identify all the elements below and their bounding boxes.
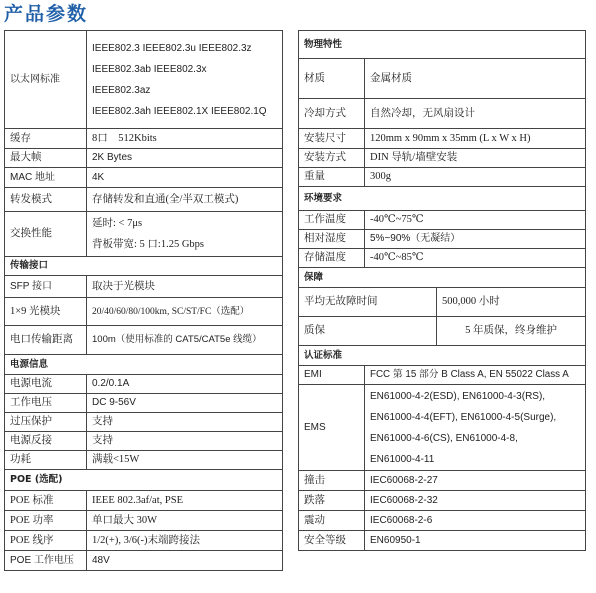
spec-value: 1/2(+), 3/6(-)末端跨接法 xyxy=(87,531,283,551)
spec-value: 单口最大 30W xyxy=(87,511,283,531)
spec-label: POE 线序 xyxy=(5,531,87,551)
page-title: 产品参数 xyxy=(4,3,89,25)
spec-value: 4K xyxy=(87,168,283,188)
section-row xyxy=(5,355,283,375)
spec-label: POE 工作电压 xyxy=(5,551,87,571)
spec-label: EMS xyxy=(299,385,365,471)
section-row xyxy=(299,268,586,288)
table-row xyxy=(5,531,283,551)
right-spec-table xyxy=(298,30,586,551)
spec-label: 缓存 xyxy=(5,129,87,149)
spec-label: 撞击 xyxy=(299,471,365,491)
spec-label: 平均无故障时间 xyxy=(299,288,437,317)
spec-label: POE 标准 xyxy=(5,491,87,511)
spec-value: 0.2/0.1A xyxy=(87,375,283,394)
table-row xyxy=(299,511,586,531)
spec-value: FCC 第 15 部分 B Class A, EN 55022 Class A xyxy=(365,366,586,385)
spec-value: IEC60068-2-27 xyxy=(365,471,586,491)
spec-value-line: IEEE802.3ab IEEE802.3x xyxy=(92,63,207,75)
spec-value: 2K Bytes xyxy=(87,149,283,168)
section-header: 环境要求 xyxy=(299,187,586,211)
section-row xyxy=(299,31,586,59)
table-row xyxy=(299,288,586,317)
spec-value: DIN 导轨/墙壁安装 xyxy=(365,149,586,168)
spec-value-line: 背板带宽: 5 口:1.25 Gbps xyxy=(92,239,205,250)
table-row xyxy=(5,413,283,432)
spec-value xyxy=(365,385,586,471)
spec-value-line: IEEE802.3az xyxy=(92,84,151,96)
spec-label: 过压保护 xyxy=(5,413,87,432)
table-row xyxy=(5,149,283,168)
table-row xyxy=(299,149,586,168)
table-row xyxy=(5,298,283,326)
spec-label: 最大帧 xyxy=(5,149,87,168)
table-row xyxy=(299,471,586,491)
left-spec-table xyxy=(4,30,283,571)
table-row xyxy=(299,385,586,471)
spec-label: 转发模式 xyxy=(5,188,87,212)
table-row xyxy=(299,99,586,129)
table-row xyxy=(299,168,586,187)
spec-value: 500,000 小时 xyxy=(437,288,586,317)
spec-label: 安装方式 xyxy=(299,149,365,168)
spec-label: 跌落 xyxy=(299,491,365,511)
spec-value-line: EN61000-4-6(CS), EN61000-4-8, xyxy=(370,432,518,444)
spec-value: 8口 512Kbits xyxy=(87,129,283,149)
spec-value: -40℃~75℃ xyxy=(365,211,586,230)
spec-label: 交换性能 xyxy=(5,212,87,257)
spec-label: 电源反接 xyxy=(5,432,87,451)
spec-value: 满载<15W xyxy=(87,451,283,470)
spec-value xyxy=(87,31,283,129)
spec-value: 5%~90%（无凝结） xyxy=(365,230,586,249)
spec-label: 相对湿度 xyxy=(299,230,365,249)
section-header: 电源信息 xyxy=(5,355,283,375)
spec-value: DC 9-56V xyxy=(87,394,283,413)
table-row xyxy=(299,491,586,511)
spec-label: 功耗 xyxy=(5,451,87,470)
spec-value: 120mm x 90mm x 35mm (L x W x H) xyxy=(365,129,586,149)
table-row xyxy=(299,211,586,230)
spec-label: MAC 地址 xyxy=(5,168,87,188)
table-row xyxy=(5,551,283,571)
section-header: 保障 xyxy=(299,268,586,288)
section-header: 认证标准 xyxy=(299,346,586,366)
spec-label: 电源电流 xyxy=(5,375,87,394)
table-row xyxy=(5,451,283,470)
table-row xyxy=(5,276,283,298)
spec-value-line: 延时: < 7μs xyxy=(92,218,143,229)
table-row xyxy=(299,59,586,99)
spec-value: 5 年质保，终身维护 xyxy=(437,317,586,346)
spec-label: 材质 xyxy=(299,59,365,99)
spec-label: 以太网标准 xyxy=(5,31,87,129)
spec-value-line: IEEE802.3ah IEEE802.1X IEEE802.1Q xyxy=(92,105,267,117)
spec-value: -40℃~85℃ xyxy=(365,249,586,268)
table-row xyxy=(299,230,586,249)
section-header: 传输接口 xyxy=(5,257,283,276)
table-row xyxy=(5,168,283,188)
table-row xyxy=(5,511,283,531)
spec-label: 存储温度 xyxy=(299,249,365,268)
spec-value: IEC60068-2-6 xyxy=(365,511,586,531)
section-header: 物理特性 xyxy=(299,31,586,59)
spec-value: IEC60068-2-32 xyxy=(365,491,586,511)
spec-value-line: EN61000-4-4(EFT), EN61000-4-5(Surge), xyxy=(370,411,557,423)
spec-label: 重量 xyxy=(299,168,365,187)
spec-value: 48V xyxy=(87,551,283,571)
spec-value: 20/40/60/80/100km, SC/ST/FC（选配） xyxy=(87,298,283,326)
table-row xyxy=(5,212,283,257)
spec-label: EMI xyxy=(299,366,365,385)
spec-value: IEEE 802.3af/at, PSE xyxy=(87,491,283,511)
table-row xyxy=(5,188,283,212)
table-row xyxy=(299,317,586,346)
section-header: POE (选配) xyxy=(5,470,283,491)
spec-value: 支持 xyxy=(87,413,283,432)
spec-value-line: EN61000-4-11 xyxy=(370,453,435,465)
table-row xyxy=(5,432,283,451)
table-row xyxy=(299,249,586,268)
spec-label: SFP 接口 xyxy=(5,276,87,298)
section-row xyxy=(299,187,586,211)
table-row xyxy=(5,326,283,355)
spec-value xyxy=(87,212,283,257)
spec-value: 100m（使用标准的 CAT5/CAT5e 线缆） xyxy=(87,326,283,355)
spec-value: EN60950-1 xyxy=(365,531,586,551)
section-row xyxy=(5,257,283,276)
spec-value: 取决于光模块 xyxy=(87,276,283,298)
section-row xyxy=(5,470,283,491)
table-row xyxy=(5,129,283,149)
spec-value-line: IEEE802.3 IEEE802.3u IEEE802.3z xyxy=(92,42,252,54)
spec-label: 电口传输距离 xyxy=(5,326,87,355)
spec-value: 300g xyxy=(365,168,586,187)
table-row xyxy=(5,394,283,413)
spec-value: 自然冷却，无风扇设计 xyxy=(365,99,586,129)
spec-value: 存储转发和直通(全/半双工模式) xyxy=(87,188,283,212)
spec-label: 工作电压 xyxy=(5,394,87,413)
table-row xyxy=(5,31,283,129)
table-row xyxy=(299,129,586,149)
section-row xyxy=(299,346,586,366)
spec-label: 安全等级 xyxy=(299,531,365,551)
spec-value-line: EN61000-4-2(ESD), EN61000-4-3(RS), xyxy=(370,390,546,402)
spec-label: 安装尺寸 xyxy=(299,129,365,149)
table-row xyxy=(5,375,283,394)
table-row xyxy=(299,531,586,551)
spec-label: 质保 xyxy=(299,317,437,346)
table-row xyxy=(299,366,586,385)
table-row xyxy=(5,491,283,511)
spec-label: 1×9 光模块 xyxy=(5,298,87,326)
spec-label: 冷却方式 xyxy=(299,99,365,129)
spec-label: 工作温度 xyxy=(299,211,365,230)
spec-label: POE 功率 xyxy=(5,511,87,531)
spec-value: 金属材质 xyxy=(365,59,586,99)
spec-label: 震动 xyxy=(299,511,365,531)
spec-value: 支持 xyxy=(87,432,283,451)
